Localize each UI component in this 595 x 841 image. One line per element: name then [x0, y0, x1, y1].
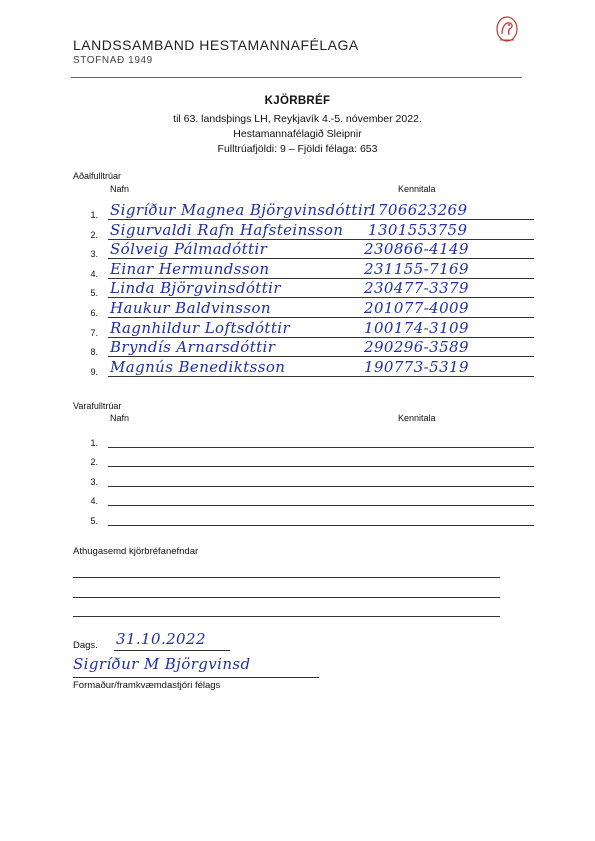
signature-label: Formaður/framkvæmdastjóri félags [73, 680, 221, 691]
main-reps-heading: Aðalfulltrúar [73, 171, 122, 181]
alternate-entry-line[interactable] [108, 447, 534, 448]
notes-line [73, 597, 500, 598]
representative-name: Magnús Benediktsson [110, 357, 286, 376]
representative-id: 201077-4009 [364, 299, 469, 317]
alternates-col-id: Kennitala [398, 413, 436, 423]
row-number: 3. [90, 249, 98, 260]
row-number: 7. [90, 327, 98, 338]
main-col-id: Kennitala [398, 184, 436, 194]
notes-line [73, 616, 500, 617]
representative-name: Linda Björgvinsdóttir [110, 279, 281, 298]
date-label: Dags. [73, 640, 98, 651]
header-divider [71, 77, 522, 78]
main-col-name: Nafn [110, 184, 130, 194]
row-number: 4. [90, 496, 98, 507]
signature-line [73, 677, 319, 678]
row-number: 9. [90, 366, 98, 377]
representative-name: Sigurvaldi Rafn Hafsteinsson [110, 220, 344, 239]
date-line [114, 650, 230, 651]
row-number: 4. [90, 268, 98, 279]
representative-id: 290296-3589 [364, 338, 469, 357]
alternates-col-name: Nafn [110, 413, 130, 423]
representative-id: 230866-4149 [364, 240, 469, 259]
alternate-entry-line[interactable] [108, 505, 534, 506]
document-title: KJÖRBRÉF [264, 95, 331, 107]
representative-name: Ragnhildur Loftsdóttir [110, 318, 291, 337]
row-line [108, 376, 534, 377]
subtitle-counts: Fulltrúafjöldi: 9 – Fjöldi félaga: 653 [217, 143, 378, 155]
row-number: 8. [90, 347, 98, 358]
alternate-entry-line[interactable] [108, 486, 534, 487]
subtitle-event: til 63. landsþings LH, Reykjavík 4.-5. nóvember 2022. [173, 113, 422, 125]
date-value: 31.10.2022 [116, 630, 206, 648]
row-number: 3. [90, 476, 98, 487]
representative-id: 1706623269 [368, 201, 468, 219]
notes-line [73, 577, 500, 578]
alternate-entry-line[interactable] [108, 466, 534, 467]
representative-id: 230477-3379 [364, 279, 469, 298]
representative-name: Sólveig Pálmadóttir [110, 240, 268, 259]
representative-name: Haukur Baldvinsson [110, 299, 271, 317]
row-number: 6. [90, 308, 98, 318]
subtitle-club: Hestamannafélagið Sleipnir [233, 128, 362, 140]
representative-name: Bryndís Arnarsdóttir [110, 338, 276, 357]
representative-id: 190773-5319 [364, 357, 469, 376]
representative-name: Sigríður Magnea Björgvinsdóttir [110, 201, 371, 219]
row-number: 2. [90, 229, 98, 240]
representative-id: 1301553759 [368, 220, 468, 239]
row-number: 2. [90, 457, 98, 468]
established-year: STOFNAÐ 1949 [73, 55, 153, 66]
representative-id: 100174-3109 [364, 318, 469, 337]
row-number: 1. [90, 210, 98, 220]
organization-name: LANDSSAMBAND HESTAMANNAFÉLAGA [73, 37, 359, 53]
alternates-heading: Varafulltrúar [73, 401, 122, 411]
row-number: 5. [90, 288, 98, 299]
representative-name: Einar Hermundsson [110, 259, 270, 278]
alternate-entry-line[interactable] [108, 525, 534, 526]
row-number: 1. [90, 438, 98, 448]
notes-heading: Athugasemd kjörbréfanefndar [73, 546, 199, 557]
horse-emblem-icon [494, 14, 520, 48]
signature: Sigríður M Björgvinsd [73, 655, 251, 673]
row-number: 5. [90, 515, 98, 526]
representative-id: 231155-7169 [364, 259, 469, 278]
